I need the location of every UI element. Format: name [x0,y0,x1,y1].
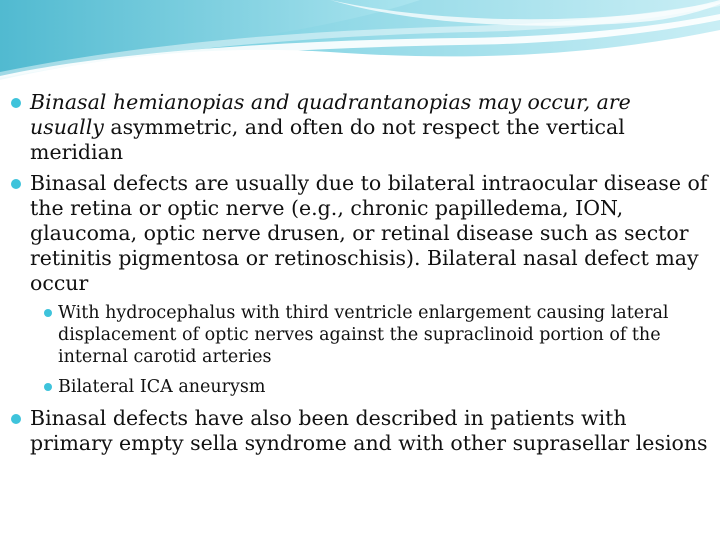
sub-bullet-2 [32,376,708,398]
slide-body [8,90,708,462]
bullet-2 [8,171,708,296]
sub-bullet-dot-icon [44,383,52,391]
bullet-dot-icon [11,179,21,189]
sub-bullet-1-text: With hydrocephalus with third ventricle enlargement causing lateral displacement of optic nerves against the supraclinoid portion of the internal carotid arteries [58,303,669,367]
bullet-dot-icon [11,414,21,424]
bullet-1 [8,90,708,165]
bullet-2-sub-list [32,302,708,398]
sub-bullet-2-text: Bilateral ICA aneurysm [58,377,266,397]
sub-bullet-1 [32,302,708,368]
header-wave-banner [0,0,720,80]
bullet-1-text: asymmetric, and often do not respect the vertical meridian [30,115,625,164]
bullet-1-italic-text: Binasal hemianopias and quadrantanopias may occur, are usually [30,90,631,139]
sub-bullet-dot-icon [44,309,52,317]
bullet-3 [8,406,708,456]
bullet-dot-icon [11,98,21,108]
bullet-3-text: Binasal defects have also been described in patients with primary empty sella syndrome and with other suprasellar lesions [30,406,708,455]
bullet-2-text: Binasal defects are usually due to bilateral intraocular disease of the retina or optic nerve (e.g., chronic papilledema, ION, glaucoma, optic nerve drusen, or retinal disease such as sector retinitis pigmentosa or retinoschisis). Bilateral nasal defect may occur [30,171,708,295]
